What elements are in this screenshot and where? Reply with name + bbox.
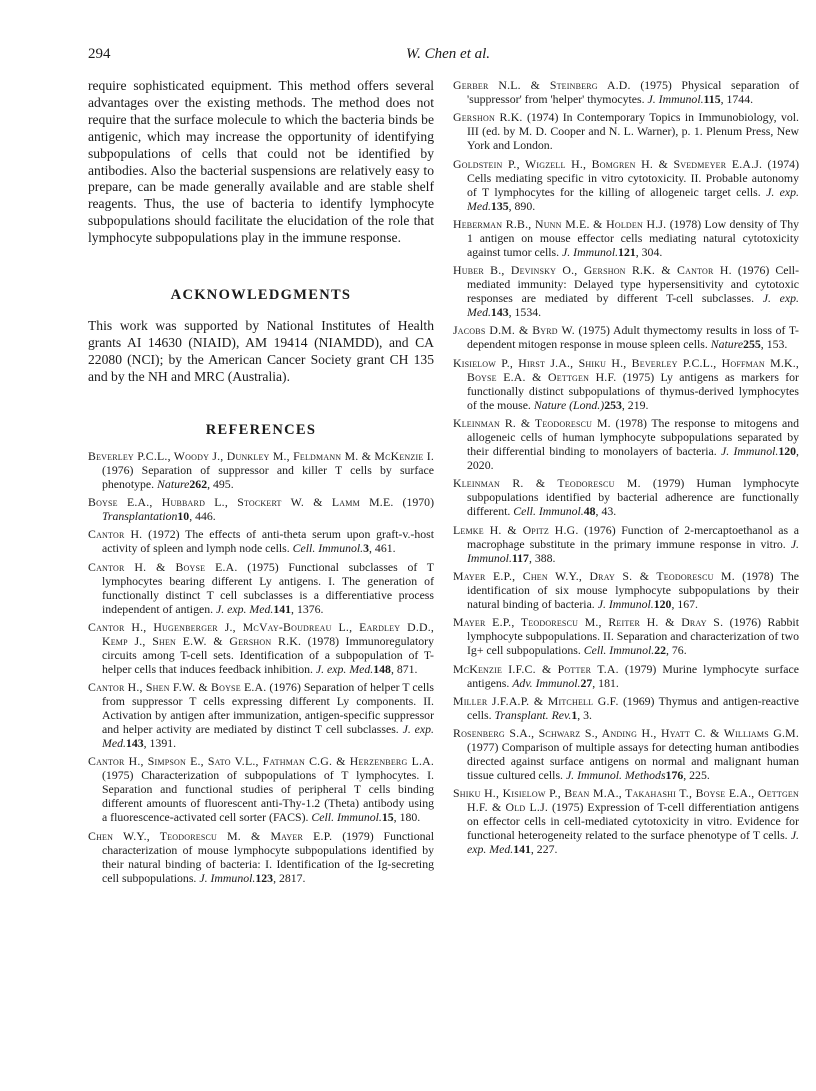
reference-text: (1979) Functional characterization of mouse lymphocyte subpopulations identified by their natural binding of bacteria: I. Identification of the Ig-secreting cell subpopulations. <box>102 828 435 885</box>
reference-journal: Cell. Immunol. <box>583 643 655 658</box>
reference-item <box>453 110 799 152</box>
reference-pages: , 76. <box>666 643 687 658</box>
reference-volume: 3 <box>363 541 370 556</box>
reference-pages: , 3. <box>577 707 592 722</box>
reference-text: (1970) <box>393 494 434 509</box>
reference-text: (1979) Human lymphocyte subpopulations identified by bacterial adherence are functionally different. <box>467 476 799 519</box>
reference-journal: Cell. Immunol. <box>311 810 382 825</box>
reference-authors: Boyse E.A., Hubbard L., Stockert W. & Lamm M.E. <box>88 494 394 509</box>
reference-journal: J. exp. Med. <box>102 722 434 751</box>
reference-pages: , 153. <box>760 337 788 352</box>
reference-authors: Heberman R.B., Nunn M.E. & Holden H.J. <box>453 216 667 231</box>
right-column <box>453 78 799 861</box>
reference-item <box>453 662 799 690</box>
reference-text: (1975) Ly antigens as markers for functionally distinct subpopulations of thymus-derived lymphocytes of the mouse. <box>467 369 799 412</box>
reference-pages: , 180. <box>393 810 421 825</box>
reference-volume: 135 <box>490 198 509 213</box>
reference-authors: Cantor H., Shen F.W. & Boyse E.A. <box>88 680 267 695</box>
reference-volume: 120 <box>778 444 797 459</box>
reference-pages: , 2020. <box>467 444 799 473</box>
reference-authors: Mayer E.P., Chen W.Y., Dray S. & Teodorescu M. <box>453 568 735 583</box>
reference-authors: Gerber N.L. & Steinberg A.D. <box>453 78 631 92</box>
acknowledgments-heading: ACKNOWLEDGMENTS <box>170 287 352 304</box>
body-paragraph: require sophisticated equipment. This method offers several advantages over the existing methods. The method does not require that the surface molecule to which the bacteria binds be antigenic, which may increase the opportunity of identifying subpopulations of cells that could not be identified by antibodies. Also the bacterial suspensions are relatively easy to prepare, can be made generally available and are stable shelf reagents. Thus, the use of bacteria to identify lymphocyte subpopulations should facilitate the elucidation of the role that lymphocyte subpopulations play in the immune response. <box>88 78 434 246</box>
reference-text: (1975) Functional subclasses of T lymphocytes bearing different Ly antigens. I. The generation of functionally distinct T cell subclasses is a differentiative process independent of antigen. <box>102 559 434 616</box>
reference-item <box>453 78 799 106</box>
reference-journal: Transplant. Rev. <box>494 707 572 722</box>
reference-pages: , 495. <box>207 476 234 491</box>
reference-text: (1974) In Contemporary Topics in Immunobiology, vol. III (ed. by M. D. Cooper and N. L. Warner), p. 1. Plenum Press, New York and London. <box>467 110 799 153</box>
reference-volume: 27 <box>580 675 593 690</box>
reference-volume: 143 <box>490 305 509 320</box>
reference-pages: , 2817. <box>273 870 306 885</box>
reference-authors: Kleinman R. & Teodorescu M. <box>453 416 611 431</box>
reference-item <box>453 726 799 782</box>
reference-text: (1969) Thymus and antigen-reactive cells. <box>467 693 800 722</box>
reference-text: (1972) The effects of anti-theta serum upon graft-v.-host activity of spleen and lymph node cells. <box>102 527 434 556</box>
acknowledgments-text: This work was supported by National Institutes of Health grants AI 14630 (NIAID), AM 19414 (NIAMDD), and CA 22080 (NCI); by the American Cancer Society grant CH 135 and by the NH and MRC (Australia). <box>88 318 434 384</box>
reference-authors: Cantor H. & Boyse E.A. <box>88 559 238 574</box>
reference-volume: 15 <box>381 810 394 825</box>
reference-authors: Mayer E.P., Teodorescu M., Reiter H. & Dray S. <box>453 615 724 630</box>
reference-authors: Kisielow P., Hirst J.A., Shiku H., Beverley P.C.L., Hoffman M.K., Boyse E.A. & Oettgen H.F. <box>453 355 799 384</box>
reference-authors: Shiku H., Kisielow P., Bean M.A., Takahashi T., Boyse E.A., Oettgen H.F. & Old L.J. <box>453 786 799 815</box>
reference-text: (1975) Adult thymectomy results in loss of T-dependent mitogen response in mouse spleen cells. <box>467 323 799 352</box>
reference-journal: J. exp. Med. <box>315 661 374 676</box>
reference-authors: Beverley P.C.L., Woody J., Dunkley M., Feldmann M. & McKenzie I. <box>88 448 434 463</box>
reference-journal: Cell. Immunol. <box>292 541 364 556</box>
reference-journal: J. exp. Med. <box>467 184 799 213</box>
reference-item <box>453 615 799 657</box>
reference-authors: Miller J.F.A.P. & Mitchell G.F. <box>453 693 619 708</box>
reference-item <box>453 416 799 472</box>
reference-authors: Gershon R.K. <box>453 110 523 125</box>
reference-pages: , 461. <box>369 541 396 556</box>
reference-item <box>453 263 799 319</box>
reference-authors: Goldstein P., Wigzell H., Bomgren H. & Svedmeyer E.A.J. <box>453 156 763 171</box>
reference-text: (1975) Expression of T-cell differentiation antigens on effector cells in cell-mediated cytotoxicity in vitro. Evidence for functional heterogeneity related to the surface phenotype of T cells. <box>467 800 799 843</box>
reference-journal: Transplantation <box>102 508 178 523</box>
page-header <box>88 46 728 66</box>
reference-journal: Nature <box>710 337 744 352</box>
reference-volume: 141 <box>273 601 292 616</box>
reference-pages: , 43. <box>595 504 617 519</box>
references-list-right <box>453 78 799 856</box>
reference-item <box>88 680 434 750</box>
reference-text: (1976) Cell-mediated immunity: Delayed type hypersensitivity and cytotoxic responses are mediated by different T-cell subclasses. <box>467 263 800 306</box>
reference-text: (1976) Separation of suppressor and killer T cells by surface phenotype. <box>102 462 434 491</box>
reference-item <box>88 829 434 885</box>
reference-item <box>453 217 799 259</box>
reference-volume: 255 <box>743 337 761 352</box>
reference-authors: Cantor H. <box>88 527 143 542</box>
reference-item <box>453 569 799 611</box>
reference-text: (1976) Rabbit lymphocyte subpopulations. II. Separation and characterization of two Ig+ cell subpopulations. <box>467 615 799 658</box>
running-title: W. Chen et al. <box>406 46 491 62</box>
reference-journal: J. exp. Med. <box>467 291 799 320</box>
reference-pages: , 219. <box>621 397 649 412</box>
references-list-left <box>88 449 434 885</box>
reference-journal: J. Immunol. <box>562 244 619 259</box>
reference-pages: , 181. <box>592 675 619 690</box>
reference-volume: 121 <box>618 244 636 259</box>
reference-text: (1978) The response to mitogens and allogeneic cells of human lymphocyte subpopulations separated by their differential binding to monolayers of bacteria. <box>467 416 799 459</box>
reference-journal: Cell. Immunol. <box>513 504 584 519</box>
reference-volume: 22 <box>654 643 666 658</box>
reference-authors: Huber B., Devinsky O., Gershon R.K. & Cantor H. <box>453 263 732 278</box>
reference-pages: , 446. <box>189 508 216 523</box>
reference-authors: Jacobs D.M. & Byrd W. <box>453 323 575 338</box>
reference-authors: McKenzie I.F.C. & Potter T.A. <box>453 661 619 676</box>
reference-text: (1975) Characterization of subpopulations of T lymphocytes. I. Separation and functional studies of peripheral T cells binding different amounts of fluorescent anti-Thy-1.2 (Theta) antibody using a fluorescence-activated cell sorter (FACS). <box>102 768 434 825</box>
reference-item <box>453 694 799 722</box>
reference-volume: 115 <box>703 92 721 106</box>
reference-text: (1978) The identification of six mouse lymphocyte subpopulations by their natural binding of bacteria. <box>467 568 799 611</box>
reference-volume: 48 <box>583 504 596 519</box>
reference-volume: 176 <box>665 768 684 783</box>
reference-item <box>453 323 799 351</box>
reference-journal: J. Immunol. <box>199 870 256 885</box>
reference-volume: 120 <box>653 596 672 611</box>
reference-volume: 141 <box>513 842 531 857</box>
reference-journal: J. exp. Med. <box>467 828 799 857</box>
reference-item <box>88 560 434 616</box>
reference-volume: 262 <box>189 476 208 491</box>
reference-item <box>88 495 434 523</box>
reference-pages: , 167. <box>671 596 698 611</box>
reference-text: (1979) Murine lymphocyte surface antigens. <box>467 661 799 690</box>
reference-item <box>88 449 434 491</box>
reference-item <box>453 157 799 213</box>
reference-journal: J. Immunol. Methods <box>565 768 666 783</box>
reference-pages: , 227. <box>530 842 558 857</box>
reference-text: (1978) Immunoregulatory circuits among T-cell sets. Identification of a subpopulation of T-helper cells that induces feedback inhibition. <box>102 633 434 676</box>
reference-item <box>88 620 434 676</box>
reference-pages: , 225. <box>683 768 710 783</box>
reference-journal: J. Immunol. <box>721 444 779 459</box>
references-heading: REFERENCES <box>205 421 317 438</box>
reference-volume: 123 <box>255 870 274 885</box>
reference-journal: J. exp. Med. <box>216 601 274 616</box>
reference-authors: Chen W.Y., Teodorescu M. & Mayer E.P. <box>88 828 333 843</box>
reference-pages: , 1391. <box>143 736 177 751</box>
reference-authors: Cantor H., Hugenberger J., McVay-Boudreau L., Eardley D.D., Kemp J., Shen E.W. & Gershon R.K. <box>88 619 434 648</box>
left-column <box>88 78 434 889</box>
reference-journal: Nature <box>157 476 190 491</box>
reference-item <box>453 476 799 518</box>
reference-text: (1976) Separation of helper T cells from suppressor T cells expressing different Ly components. II. Activation by antigen after immunization, antigen-specific suppressor and helper activity are mediated by distinct T cell subclasses. <box>102 680 435 737</box>
reference-volume: 10 <box>177 508 190 523</box>
reference-journal: J. Immunol. <box>467 536 799 565</box>
reference-pages: , 890. <box>508 198 536 213</box>
reference-volume: 253 <box>604 397 622 412</box>
reference-pages: , 388. <box>528 550 556 565</box>
page-number: 294 <box>88 46 111 62</box>
reference-journal: J. Immunol. <box>647 92 704 106</box>
reference-volume: 143 <box>125 736 144 751</box>
reference-text: (1975) Physical separation of 'suppressor' from 'helper' thymocytes. <box>467 78 799 106</box>
reference-authors: Rosenberg S.A., Schwarz S., Anding H., Hyatt C. & Williams G.M. <box>453 726 799 741</box>
reference-pages: , 1376. <box>291 601 324 616</box>
reference-item <box>453 523 799 565</box>
reference-text: (1974) Cells mediating specific in vitro cytotoxicity. II. Probable autonomy of T lymphocytes for the killing of allogeneic target cells. <box>467 156 799 199</box>
reference-authors: Cantor H., Simpson E., Sato V.L., Fathman C.G. & Herzenberg L.A. <box>88 754 434 769</box>
reference-item <box>88 754 434 824</box>
reference-text: (1977) Comparison of multiple assays for detecting human antibodies directed against surface antigens on normal and malignant human tissue cultured cells. <box>467 740 799 783</box>
reference-volume: 148 <box>373 661 391 676</box>
reference-text: (1976) Function of 2-mercaptoethanol as a macrophage substitute in the primary immune response in vitro. <box>467 522 799 551</box>
reference-volume: 117 <box>511 550 529 565</box>
reference-journal: Nature (Lond.) <box>533 397 605 412</box>
reference-authors: Lemke H. & Opitz H.G. <box>453 522 579 537</box>
reference-pages: , 871. <box>390 661 418 676</box>
reference-item <box>453 786 799 856</box>
reference-item <box>88 527 434 555</box>
reference-pages: , 304. <box>635 244 663 259</box>
reference-journal: Adv. Immunol. <box>512 675 581 690</box>
reference-pages: , 1744. <box>720 92 754 106</box>
reference-text: (1978) Low density of Thy 1 antigen on mouse effector cells mediating natural cytotoxicity against tumor cells. <box>467 216 799 259</box>
reference-volume: 1 <box>571 707 578 722</box>
reference-item <box>453 356 799 412</box>
reference-pages: , 1534. <box>508 305 542 320</box>
reference-journal: J. Immunol. <box>597 596 654 611</box>
reference-authors: Kleinman R. & Teodorescu M. <box>453 476 641 491</box>
